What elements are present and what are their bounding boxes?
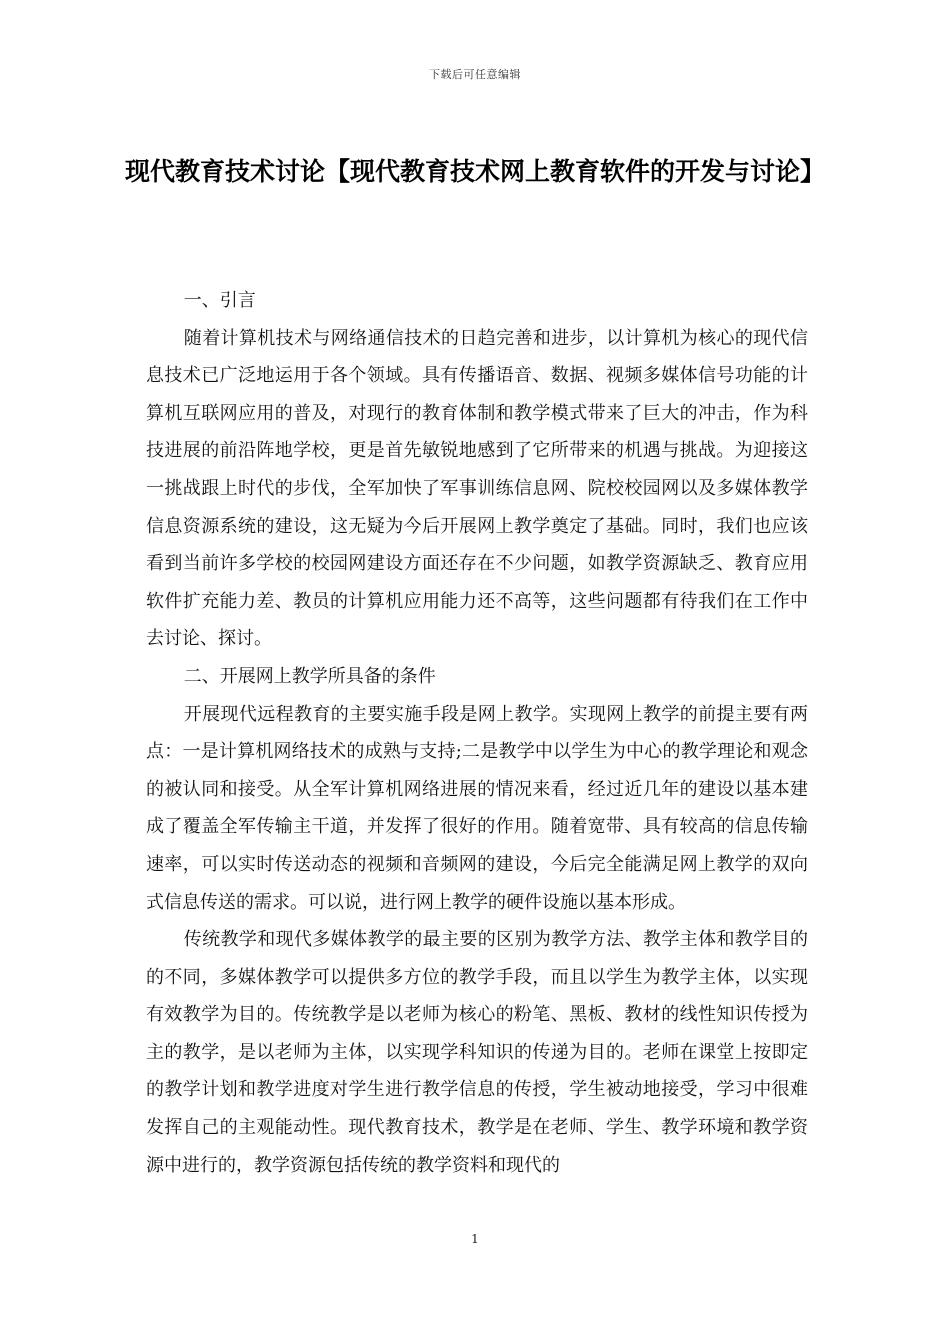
header-note: 下载后可任意编辑 — [429, 68, 521, 81]
paragraph-introduction: 随着计算机技术与网络通信技术的日趋完善和进步，以计算机为核心的现代信息技术已广泛地运用于各个领域。具有传播语音、数据、视频多媒体信号功能的计算机互联网应用的普及，对现行的教育体制和教学模式带来了巨大的冲击，作为科技进展的前沿阵地学校，更是首先敏锐地感到了它所带来的机遇与挑战。为迎接这一挑战跟上时代的步伐，全军加快了军事训练信息网、院校校园网以及多媒体教学信息资源系统的建设，这无疑为今后开展网上教学奠定了基础。同时，我们也应该看到当前许多学校的校园网建设方面还存在不少问题，如教学资源缺乏、教育应用软件扩充能力差、教员的计算机应用能力还不高等，这些问题都有待我们在工作中去讨论、探讨。 — [146, 327, 808, 650]
document-title: 现代教育技术讨论【现代教育技术网上教育软件的开发与讨论】 — [124, 157, 825, 186]
section-heading-conditions: 二、开展网上教学所具备的条件 — [183, 665, 436, 687]
paragraph-conditions: 开展现代远程教育的主要实施手段是网上教学。实现网上教学的前提主要有两点：一是计算机网络技术的成熟与支持;二是教学中以学生为中心的教学理论和观念的被认同和接受。从全军计算机网络进展的情况来看，经过近几年的建设以基本建成了覆盖全军传输主干道，并发挥了很好的作用。随着宽带、具有较高的信息传输速率，可以实时传送动态的视频和音频网的建设，今后完全能满足网上教学的双向式信息传送的需求。可以说，进行网上教学的硬件设施以基本形成。 — [146, 703, 808, 913]
paragraph-comparison: 传统教学和现代多媒体教学的最主要的区别为教学方法、教学主体和教学目的的不同，多媒体教学可以提供多方位的教学手段，而且以学生为教学主体，以实现有效教学为目的。传统教学是以老师为核心的粉笔、黑板、教材的线性知识传授为主的教学，是以老师为主体，以实现学科知识的传递为目的。老师在课堂上按即定的教学计划和教学进度对学生进行教学信息的传授，学生被动地接受，学习中很难发挥自己的主观能动性。现代教育技术，教学是在老师、学生、教学环境和教学资源中进行的，教学资源包括传统的教学资料和现代的 — [146, 929, 808, 1176]
document-body — [146, 282, 808, 1184]
page-number: 1 — [471, 1232, 479, 1246]
section-heading-introduction: 一、引言 — [183, 290, 256, 311]
